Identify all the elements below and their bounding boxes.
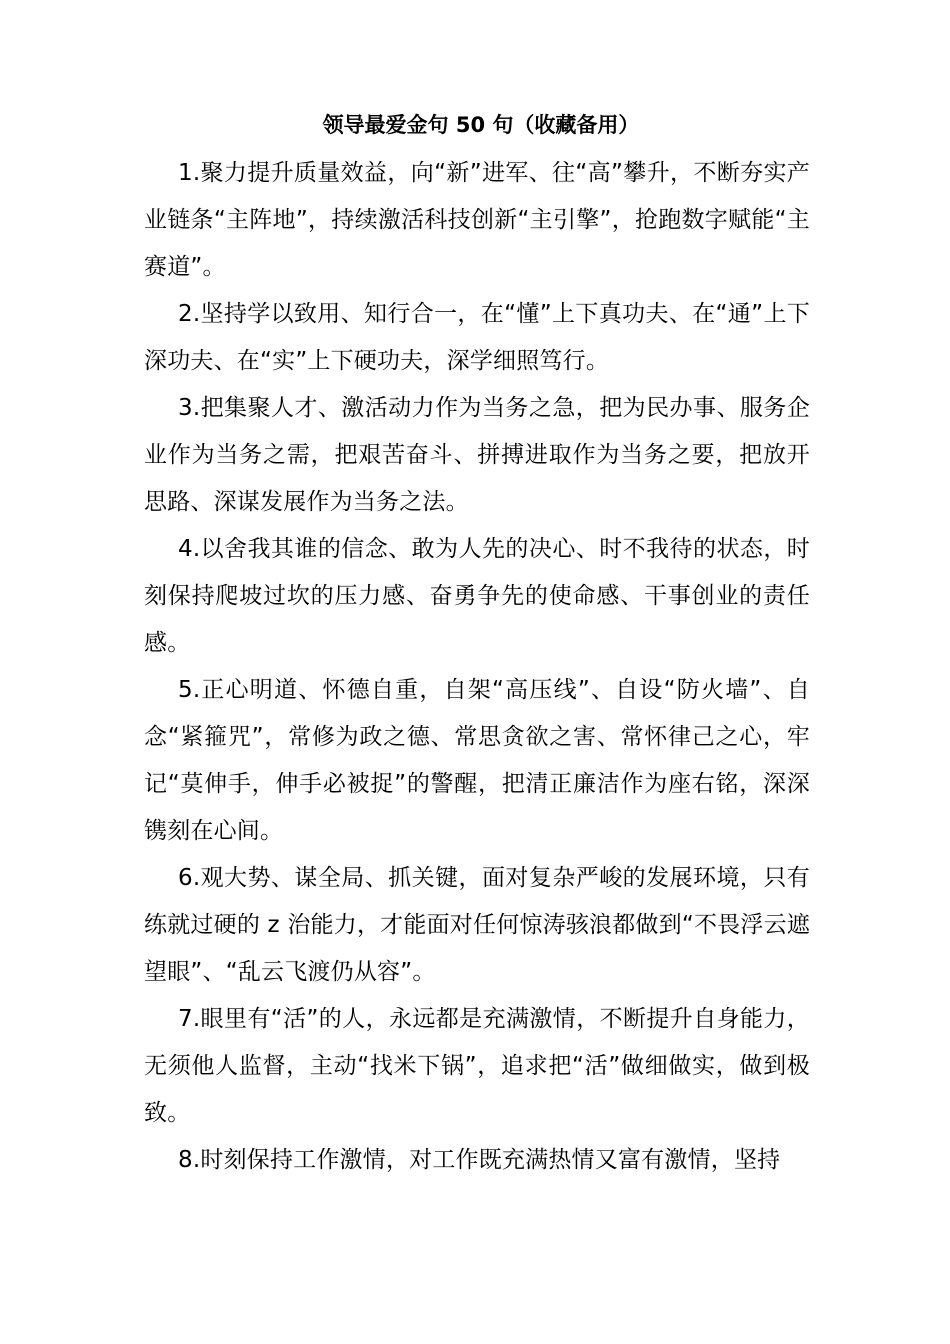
paragraph-5: 5.正心明道、怀德自重，自架“高压线”、自设“防火墙”、自念“紧箍咒”，常修为政之德、常思贪欲之害、常怀律己之心，牢记“莫伸手，伸手必被捉”的警醒，把清正廉洁作为座右铭，深深镌刻在心间。 bbox=[144, 677, 810, 844]
paragraph-6: 6.观大势、谋全局、抓关键，面对复杂严峻的发展环境，只有练就过硬的 z 治能力，才能面对任何惊涛骇浪都做到“不畏浮云遮望眼”、“乱云飞渡仍从容”。 bbox=[144, 865, 810, 985]
paragraph-7: 7.眼里有“活”的人，永远都是充满激情，不断提升自身能力，无须他人监督，主动“找米下锅”，追求把“活”做细做实，做到极致。 bbox=[144, 1006, 810, 1126]
paragraph-2: 2.坚持学以致用、知行合一，在“懂”上下真功夫、在“通”上下深功夫、在“实”上下硬功夫，深学细照笃行。 bbox=[144, 301, 810, 374]
document-page bbox=[144, 110, 810, 1184]
document-title: 领导最爱金句 50 句（收藏备用） bbox=[322, 113, 640, 137]
paragraph-8: 8.时刻保持工作激情，对工作既充满热情又富有激情，坚持 bbox=[178, 1147, 781, 1173]
paragraph-4: 4.以舍我其谁的信念、敢为人先的决心、时不我待的状态，时刻保持爬坡过坎的压力感、奋勇争先的使命感、干事创业的责任感。 bbox=[144, 536, 810, 656]
paragraph-1: 1.聚力提升质量效益，向“新”进军、往“高”攀升，不断夯实产业链条“主阵地”，持续激活科技创新“主引擎”，抢跑数字赋能“主赛道”。 bbox=[144, 160, 810, 280]
paragraph-3: 3.把集聚人才、激活动力作为当务之急，把为民办事、服务企业作为当务之需，把艰苦奋斗、拼搏进取作为当务之要，把放开思路、深谋发展作为当务之法。 bbox=[144, 395, 810, 515]
